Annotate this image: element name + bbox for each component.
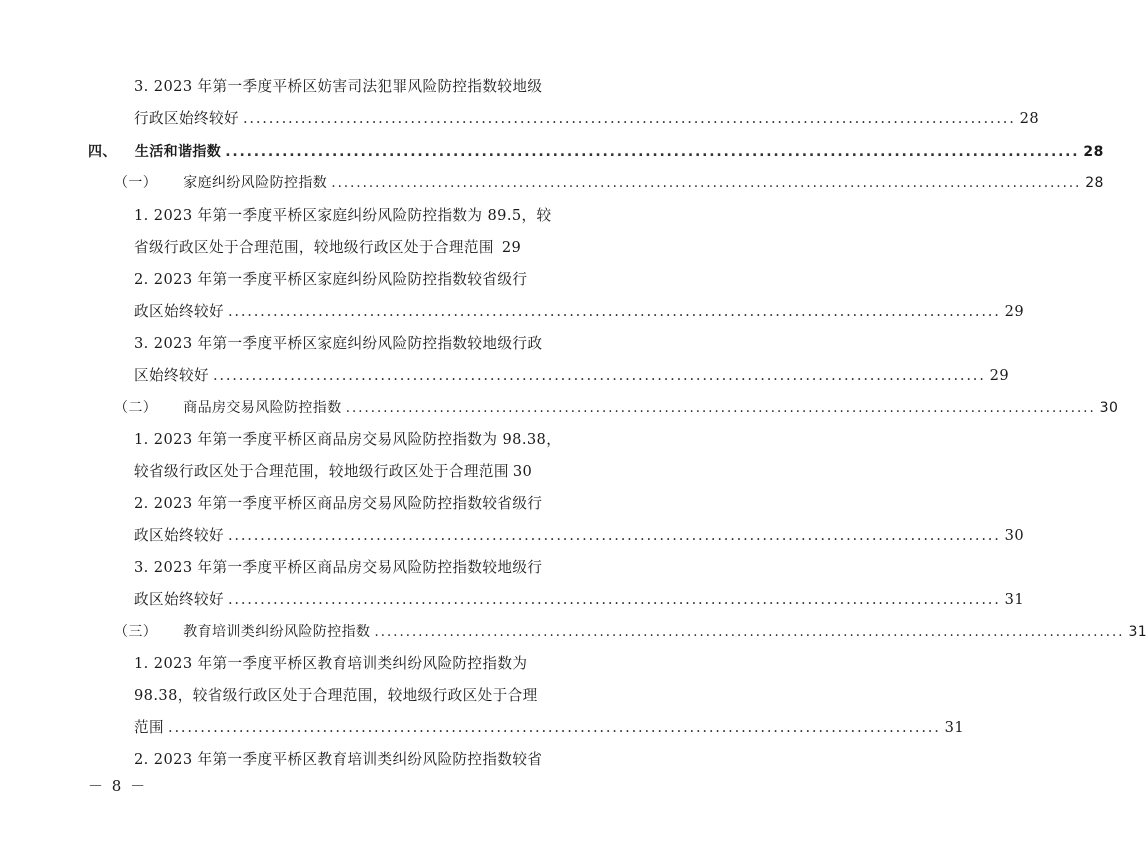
- toc-section-entry[interactable]: [114, 621, 1147, 643]
- toc-entry[interactable]: [134, 108, 1040, 130]
- toc-entry[interactable]: [134, 589, 1025, 611]
- toc-leader-dots: ........................................................................................................................: [227, 527, 1001, 544]
- toc-section-label: （一）: [114, 175, 158, 191]
- toc-leader-dots: ........................................................................................................................: [227, 303, 1001, 320]
- toc-page-number: 29: [989, 367, 1010, 384]
- toc-entry-text: 3. 2023 年第一季度平桥区家庭纠纷风险防控指数较地级行政: [134, 335, 543, 352]
- toc-page-number: 30: [1004, 527, 1025, 544]
- toc-entry-text: 区始终较好: [134, 367, 209, 384]
- toc-leader-dots: ........................................................................................................................: [345, 400, 1096, 416]
- toc-entry-text: 3. 2023 年第一季度平桥区商品房交易风险防控指数较地级行: [134, 559, 543, 576]
- toc-chapter-label: 四、: [88, 144, 117, 160]
- toc-entry-text: 政区始终较好: [134, 303, 224, 320]
- page-number-footer: － 8 －: [88, 777, 148, 795]
- toc-entry[interactable]: [134, 365, 1010, 387]
- toc-page-number: 29: [1004, 303, 1025, 320]
- toc-leader-dots: ........................................................................................................................: [242, 110, 1016, 127]
- toc-entry-text: 商品房交易风险防控指数: [183, 400, 342, 416]
- toc-entry-text: 家庭纠纷风险防控指数: [183, 175, 328, 191]
- toc-page-number: 31: [1004, 591, 1025, 608]
- toc-entry-text: 2. 2023 年第一季度平桥区家庭纠纷风险防控指数较省级行: [134, 271, 528, 288]
- toc-entry-text: 98.38，较省级行政区处于合理范围，较地级行政区处于合理: [134, 687, 538, 704]
- toc-entry[interactable]: [134, 301, 1025, 323]
- toc-entry[interactable]: [134, 461, 533, 483]
- toc-leader-dots: ........................................................................................................................: [331, 175, 1082, 191]
- toc-entry-text: 1. 2023 年第一季度平桥区商品房交易风险防控指数为 98.38，: [134, 431, 562, 448]
- toc-entry-text: 3. 2023 年第一季度平桥区妨害司法犯罪风险防控指数较地级: [134, 78, 543, 95]
- toc-entry-text: 范围: [134, 719, 164, 736]
- toc-entry-text: 生活和谐指数: [134, 144, 222, 160]
- toc-entry-text: 1. 2023 年第一季度平桥区教育培训类纠纷风险防控指数为: [134, 655, 528, 672]
- toc-entry-text: 较省级行政区处于合理范围，较地级行政区处于合理范围: [134, 463, 509, 480]
- toc-entry-text: 政区始终较好: [134, 591, 224, 608]
- toc-entry-text: 教育培训类纠纷风险防控指数: [183, 624, 371, 640]
- toc-leader-dots: ........................................................................................................................: [225, 144, 1080, 160]
- toc-section-label: （二）: [114, 400, 158, 416]
- toc-page-number: 30: [512, 463, 533, 480]
- toc-entry-text: 省级行政区处于合理范围，较地级行政区处于合理范围: [134, 239, 494, 256]
- toc-page-number: 29: [501, 239, 522, 256]
- toc-leader-dots: ........................................................................................................................: [227, 591, 1001, 608]
- toc-page-number: 28: [1083, 144, 1104, 160]
- toc-section-entry[interactable]: [114, 172, 1104, 194]
- toc-entry-text: 2. 2023 年第一季度平桥区商品房交易风险防控指数较省级行: [134, 495, 543, 512]
- toc-page-number: 31: [944, 719, 965, 736]
- toc-section-entry[interactable]: [114, 397, 1119, 419]
- toc-page-number: 30: [1099, 400, 1119, 416]
- toc-entry-text: 政区始终较好: [134, 527, 224, 544]
- toc-leader-dots: ........................................................................................................................: [212, 367, 986, 384]
- toc-page-number: 28: [1085, 175, 1104, 191]
- toc-entry-text: 行政区始终较好: [134, 110, 239, 127]
- toc-page-number: 28: [1019, 110, 1040, 127]
- toc-entry[interactable]: [134, 717, 965, 739]
- toc-leader-dots: ........................................................................................................................: [374, 624, 1125, 640]
- toc-entry-text: 1. 2023 年第一季度平桥区家庭纠纷风险防控指数为 89.5，较: [134, 207, 552, 224]
- toc-section-label: （三）: [114, 624, 158, 640]
- toc-page-number: 31: [1128, 624, 1147, 640]
- toc-leader-dots: ........................................................................................................................: [168, 719, 941, 736]
- toc-entry[interactable]: [134, 525, 1025, 547]
- toc-chapter-entry[interactable]: [88, 141, 1104, 163]
- toc-entry-text: 2. 2023 年第一季度平桥区教育培训类纠纷风险防控指数较省: [134, 751, 543, 768]
- toc-entry[interactable]: [134, 237, 522, 259]
